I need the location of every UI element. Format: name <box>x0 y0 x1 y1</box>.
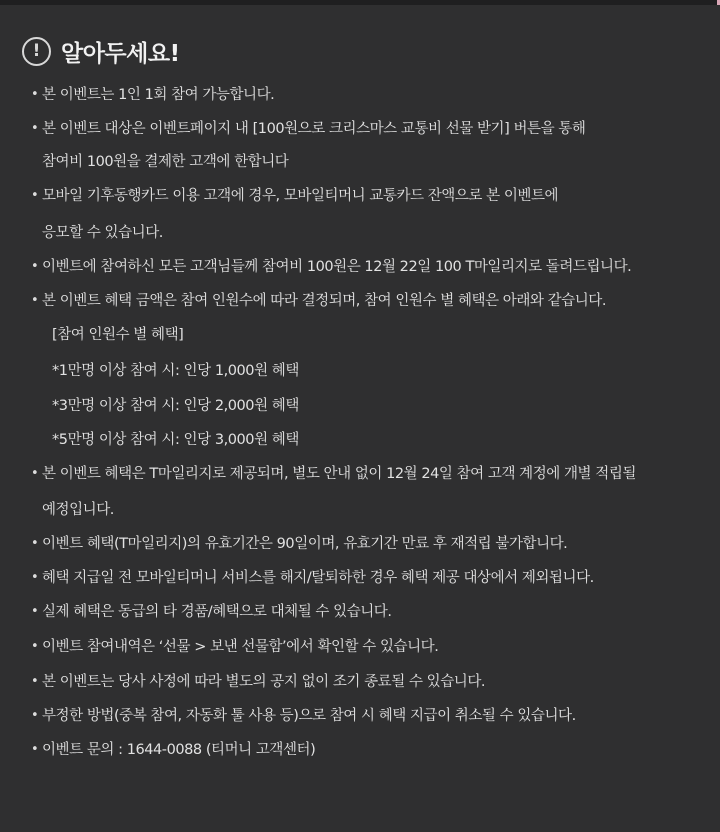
notice-item-text: 실제 혜택은 동급의 타 경품/혜택으로 대체될 수 있습니다. <box>42 604 392 620</box>
notice-item-text: 이벤트에 참여하신 모든 고객님들께 참여비 100원은 12월 22일 100 T마일리지로 돌려드립니다. <box>42 259 632 275</box>
notice-item-text: 이벤트 참여내역은 ‘선물 > 보낸 선물함’에서 확인할 수 있습니다. <box>42 639 439 655</box>
bullet-marker: • <box>31 536 39 551</box>
bullet-marker: • <box>31 466 39 481</box>
benefit-tier-item: *5만명 이상 참여 시: 인당 3,000원 혜택 <box>52 432 299 448</box>
notice-item-text: 혜택 지급일 전 모바일티머니 서비스를 해지/탈퇴하한 경우 혜택 제공 대상에서 제외됩니다. <box>42 570 594 586</box>
notice-item-text: 본 이벤트 혜택은 T마일리지로 제공되며, 별도 안내 없이 12월 24일 참여 고객 계정에 개별 적립될 <box>42 466 636 482</box>
bullet-marker: • <box>31 604 39 619</box>
exclamation-circle-icon: ! <box>22 37 51 66</box>
notice-item-text: 본 이벤트 혜택 금액은 참여 인원수에 따라 결정되며, 참여 인원수 별 혜택은 아래와 같습니다. <box>42 293 606 309</box>
notice-header <box>22 33 180 69</box>
bullet-marker: • <box>31 639 39 654</box>
notice-item-text: 부정한 방법(중복 참여, 자동화 툴 사용 등)으로 참여 시 혜택 지급이 취소될 수 있습니다. <box>42 708 576 724</box>
bullet-marker: • <box>31 742 39 757</box>
benefit-tier-item: *3만명 이상 참여 시: 인당 2,000원 혜택 <box>52 398 299 414</box>
notice-item-text: 본 이벤트는 1인 1회 참여 가능합니다. <box>42 87 275 103</box>
notice-item-text-continued: 예정입니다. <box>42 502 114 518</box>
bullet-marker: • <box>31 570 39 585</box>
notice-item-text: 본 이벤트 대상은 이벤트페이지 내 [100원으로 크리스마스 교통비 선물 받기] 버튼을 통해 <box>42 121 586 137</box>
bullet-marker: • <box>31 674 39 689</box>
bullet-marker: • <box>31 87 39 102</box>
notice-item-text: 이벤트 혜택(T마일리지)의 유효기간은 90일이며, 유효기간 만료 후 재적립 불가합니다. <box>42 536 568 552</box>
bullet-marker: • <box>31 259 39 274</box>
bullet-marker: • <box>31 121 39 136</box>
benefit-tier-item: *1만명 이상 참여 시: 인당 1,000원 혜택 <box>52 363 299 379</box>
notice-item-text-continued: 응모할 수 있습니다. <box>42 225 163 241</box>
notice-item-text: 본 이벤트는 당사 사정에 따라 별도의 공지 없이 조기 종료될 수 있습니다. <box>42 674 486 690</box>
bullet-marker: • <box>31 188 39 203</box>
notice-item-text: 이벤트 문의 : 1644-0088 (티머니 고객센터) <box>42 742 316 758</box>
bullet-marker: • <box>31 293 39 308</box>
notice-item-text: 모바일 기후동행카드 이용 고객에 경우, 모바일티머니 교통카드 잔액으로 본 이벤트에 <box>42 188 559 204</box>
notice-title: 알아두세요! <box>61 40 180 67</box>
benefit-tier-heading: [참여 인원수 별 혜택] <box>52 327 184 343</box>
notice-item-text-continued: 참여비 100원을 결제한 고객에 한합니다 <box>42 154 289 170</box>
bullet-marker: • <box>31 708 39 723</box>
